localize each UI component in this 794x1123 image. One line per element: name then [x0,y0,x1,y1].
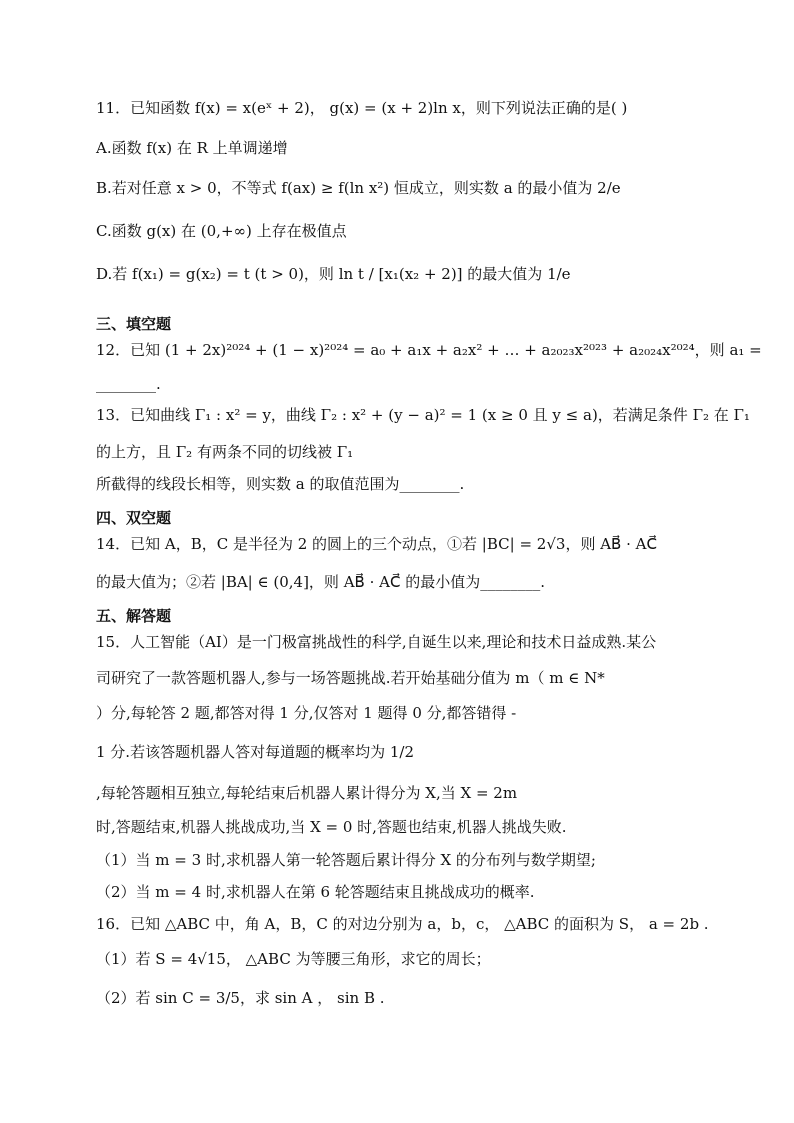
question-13-line-1: 13．已知曲线 Γ₁ : x² = y，曲线 Γ₂ : x² + (y − a)² = 1 (x ≥ 0 且 y ≤ a)，若满足条件 Γ₂ 在 Γ₁ [96,406,750,424]
question-14-line-2: 的最大值为；②若 |BA| ∈ (0,4]，则 AB⃗ · AC⃗ 的最小值为________. [96,573,545,591]
section-heading-fill-in: 三、填空题 [96,315,172,333]
section-heading-double-blank: 四、双空题 [96,509,172,527]
question-11-option-d: D.若 f(x₁) = g(x₂) = t (t > 0)，则 ln t / [x₁(x₂ + 2)] 的最大值为 1/e [96,265,571,283]
section-heading-solutions: 五、解答题 [96,607,172,625]
question-11-option-b: B.若对任意 x > 0，不等式 f(ax) ≥ f(ln x²) 恒成立，则实数 a 的最小值为 2/e [96,179,621,197]
question-12-blank: ________. [96,375,161,393]
question-15-line-3: ）分,每轮答 2 题,都答对得 1 分,仅答对 1 题得 0 分,都答错得 - [96,704,517,722]
question-13-line-2: 的上方，且 Γ₂ 有两条不同的切线被 Γ₁ [96,443,354,461]
question-15-line-1: 15．人工智能（AI）是一门极富挑战性的科学,自诞生以来,理论和技术日益成熟.某公 [96,633,657,651]
question-15-line-4: 1 分.若该答题机器人答对每道题的概率均为 1/2 [96,743,414,761]
question-11-option-a: A.函数 f(x) 在 R 上单调递增 [96,139,288,157]
question-15-line-2: 司研究了一款答题机器人,参与一场答题挑战.若开始基础分值为 m（ m ∈ N* [96,669,605,687]
question-16-part-2: （2）若 sin C = 3/5，求 sin A ， sin B . [96,989,385,1007]
question-11-stem: 11．已知函数 f(x) = x(eˣ + 2)， g(x) = (x + 2)ln x，则下列说法正确的是( ) [96,99,628,117]
question-15-part-1: （1）当 m = 3 时,求机器人第一轮答题后累计得分 X 的分布列与数学期望; [96,851,596,869]
question-16-part-1: （1）若 S = 4√15， △ABC 为等腰三角形，求它的周长； [96,950,491,968]
question-16-stem: 16．已知 △ABC 中，角 A，B，C 的对边分别为 a，b，c， △ABC 的面积为 S， a = 2b . [96,915,709,933]
question-15-line-5: ,每轮答题相互独立,每轮结束后机器人累计得分为 X,当 X = 2m [96,784,518,802]
question-15-line-6: 时,答题结束,机器人挑战成功,当 X = 0 时,答题也结束,机器人挑战失败. [96,818,567,836]
question-14-line-1: 14．已知 A，B，C 是半径为 2 的圆上的三个动点，①若 |BC| = 2√3，则 AB⃗ · AC⃗ [96,535,657,553]
question-15-part-2: （2）当 m = 4 时,求机器人在第 6 轮答题结束且挑战成功的概率. [96,883,535,901]
question-11-option-c: C.函数 g(x) 在 (0,+∞) 上存在极值点 [96,222,347,240]
question-12-stem: 12．已知 (1 + 2x)²⁰²⁴ + (1 − x)²⁰²⁴ = a₀ + a₁x + a₂x² + … + a₂₀₂₃x²⁰²³ + a₂₀₂₄x²⁰²⁴，则 a₁ = [96,341,762,359]
question-13-line-3: 所截得的线段长相等，则实数 a 的取值范围为________. [96,475,465,493]
